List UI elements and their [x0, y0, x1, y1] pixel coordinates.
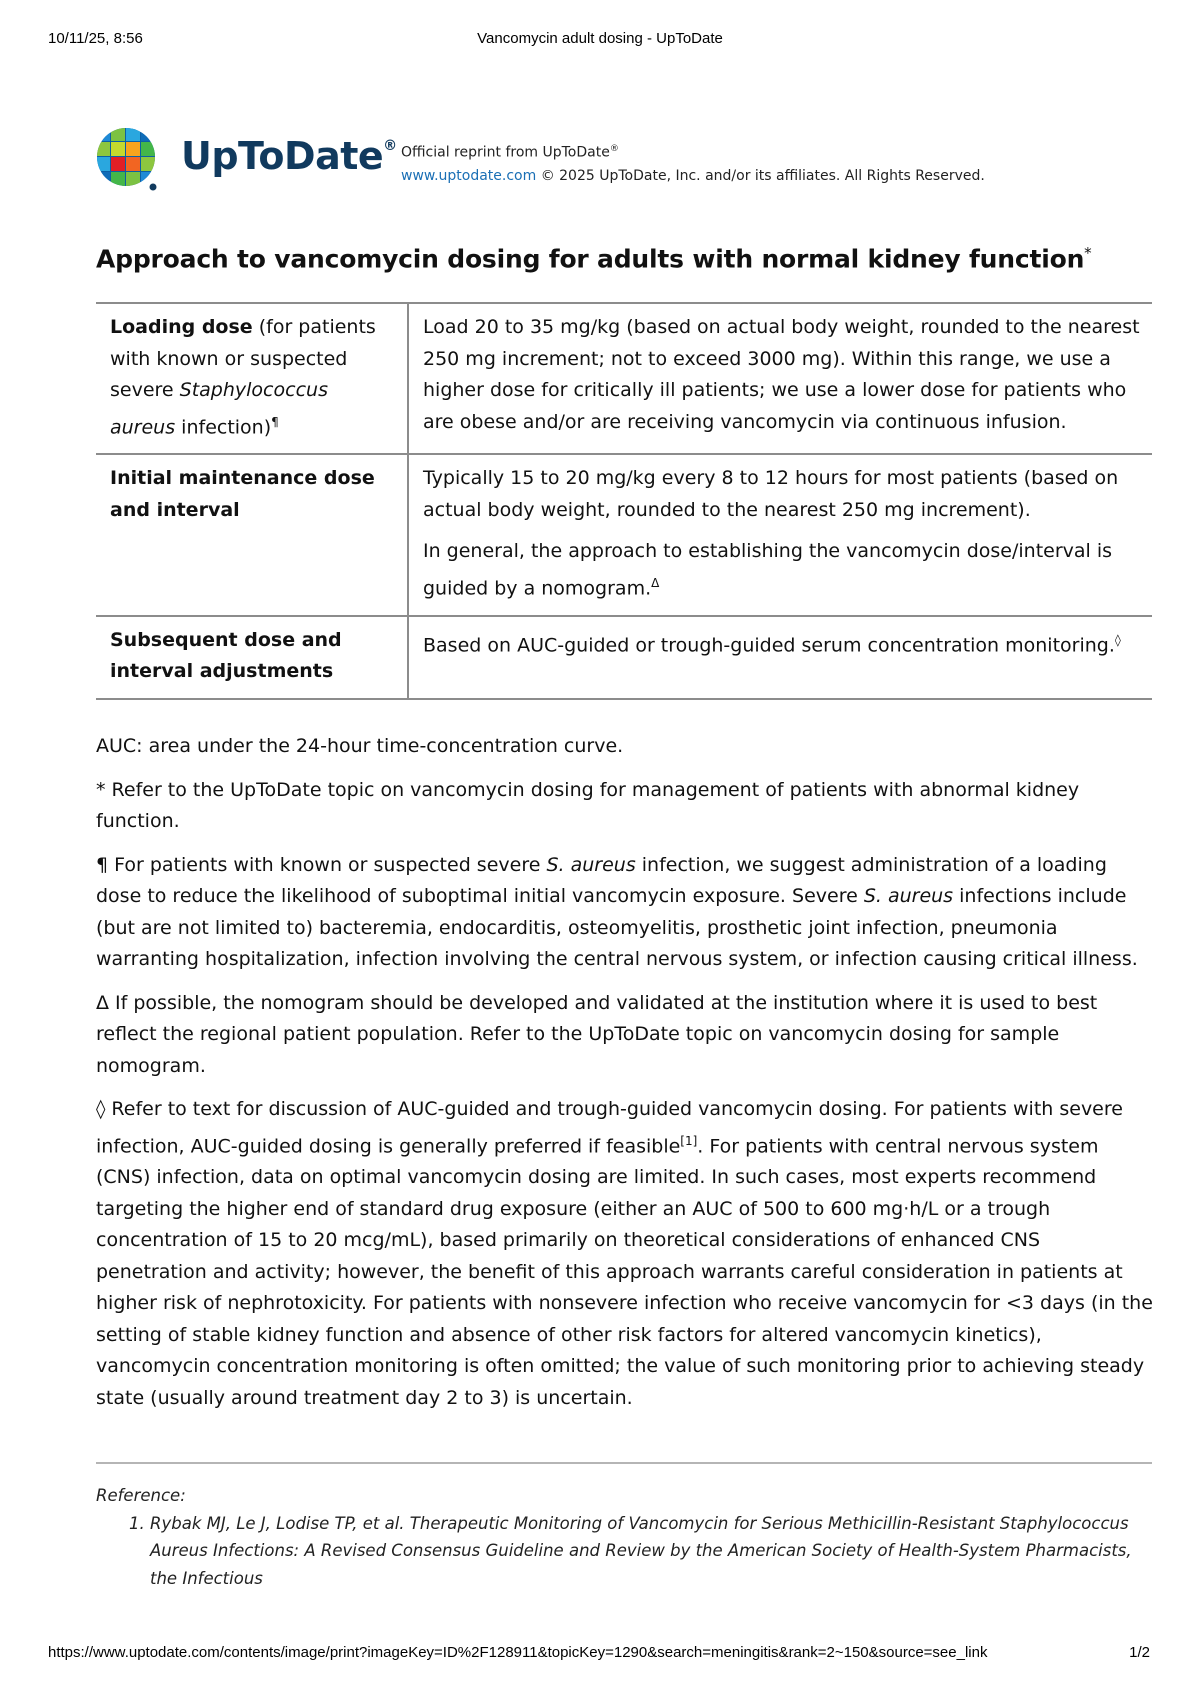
uptodate-site-link[interactable]: www.uptodate.com — [401, 167, 537, 184]
references-heading: Reference: — [96, 1486, 186, 1505]
table-row-loading-dose — [96, 303, 1152, 454]
footnote-pilcrow: ¶ For patients with known or suspected severe S. aureus infection, we suggest administration of a loading dose to reduce the likelihood of suboptimal initial vancomycin exposure. Severe S. aureus infections include (but are not limited to) bacteremia, endocarditis, osteomyelitis, prosthetic joint infection, pneumonia warranting hospitalization, infection involving the central nervous system, or infection causing critical illness. — [96, 853, 1138, 970]
references — [96, 1482, 1156, 1592]
footnote-delta: Δ If possible, the nomogram should be developed and validated at the institution where it is used to best reflect the regional patient population. Refer to the UpToDate topic on vancomycin dosing for sample nomogram. — [96, 991, 1098, 1077]
brand-header — [95, 126, 1155, 196]
uptodate-logo-icon — [95, 126, 161, 192]
table-footnotes — [96, 731, 1156, 1426]
reference-list — [96, 1510, 1156, 1593]
footnote-star: * Refer to the UpToDate topic on vancomycin dosing for management of patients with abnormal kidney function. — [96, 778, 1080, 832]
print-header — [0, 30, 1200, 50]
references-divider — [96, 1462, 1152, 1464]
print-datetime: 10/11/25, 8:56 — [48, 30, 143, 47]
table-row-maintenance — [96, 454, 1152, 615]
reprint-notice: Official reprint from UpToDate® www.uptodate.com © 2025 UpToDate, Inc. and/or its affiliates. All Rights Reserved. — [401, 144, 985, 184]
print-url: https://www.uptodate.com/contents/image/print?imageKey=ID%2F128911&topicKey=1290&search=meningitis&rank=2~150&source=see_link — [48, 1644, 988, 1661]
maintenance-dose-value: Typically 15 to 20 mg/kg every 8 to 12 hours for most patients (based on actual body weight, rounded to the nearest 250 mg increment). In general, the approach to establishing the vancomycin dose/interval is guided by a nomogram.$^\Delta$ — [423, 467, 1119, 600]
loading-dose-label: Loading dose (for patients with known or suspected severe Staphylococcus aureus infection)¶ — [96, 303, 408, 454]
reprint-line: Official reprint from UpToDate — [401, 144, 610, 161]
maintenance-dose-label: Initial maintenance dose and interval — [96, 454, 408, 615]
reference-link[interactable]: [1] — [680, 1133, 698, 1148]
reference-item: 1. Rybak MJ, Le J, Lodise TP, et al. Therapeutic Monitoring of Vancomycin for Serious Methicillin-Resistant Staphylococcus Aureus Infections: A Revised Consensus Guideline and Review by the American Society of Health-System Pharmacists, the Infectious — [150, 1510, 1156, 1593]
adjustments-value: Based on AUC-guided or trough-guided serum concentration monitoring.◊ — [423, 632, 1121, 656]
loading-dose-value: Load 20 to 35 mg/kg (based on actual body weight, rounded to the nearest 250 mg increment; not to exceed 3000 mg). Within this range, we use a higher dose for critically ill patients; we use a lower dose for patients who are obese and/or are receiving vancomycin via continuous infusion. — [423, 316, 1140, 433]
dosing-table — [96, 302, 1152, 700]
print-footer — [0, 1644, 1200, 1664]
print-page-title: Vancomycin adult dosing - UpToDate — [477, 30, 723, 47]
adjustments-label: Subsequent dose and interval adjustments — [96, 616, 408, 699]
table-row-adjustments — [96, 616, 1152, 699]
uptodate-wordmark: UpToDate® — [181, 134, 397, 178]
footnote-diamond: ◊ Refer to text for discussion of AUC-guided and trough-guided vancomycin dosing. For patients with severe infection, AUC-guided dosing is generally preferred if feasible[1]. For patients with central nervous system (CNS) infection, data on optimal vancomycin dosing are limited. In such cases, most experts recommend targeting the higher end of standard drug exposure (either an AUC of 500 to 600 mg·h/L or a trough concentration of 15 to 20 mcg/mL), based primarily on theoretical considerations of enhanced CNS penetration and activity; however, the benefit of this approach warrants careful consideration in patients at higher risk of nephrotoxicity. For patients with nonsevere infection who receive vancomycin for <3 days (in the setting of stable kidney function and absence of other risk factors for altered vancomycin kinetics), vancomycin concentration monitoring is often omitted; the value of such monitoring prior to achieving steady state (usually around treatment day 2 to 3) is uncertain. — [96, 1098, 1153, 1409]
page-title: Approach to vancomycin dosing for adults with normal kidney function* — [96, 244, 1092, 274]
copyright-text: © 2025 UpToDate, Inc. and/or its affiliates. All Rights Reserved. — [540, 167, 985, 184]
footnote-auc: AUC: area under the 24-hour time-concentration curve. — [96, 735, 624, 757]
print-page-number: 1/2 — [1129, 1644, 1150, 1661]
